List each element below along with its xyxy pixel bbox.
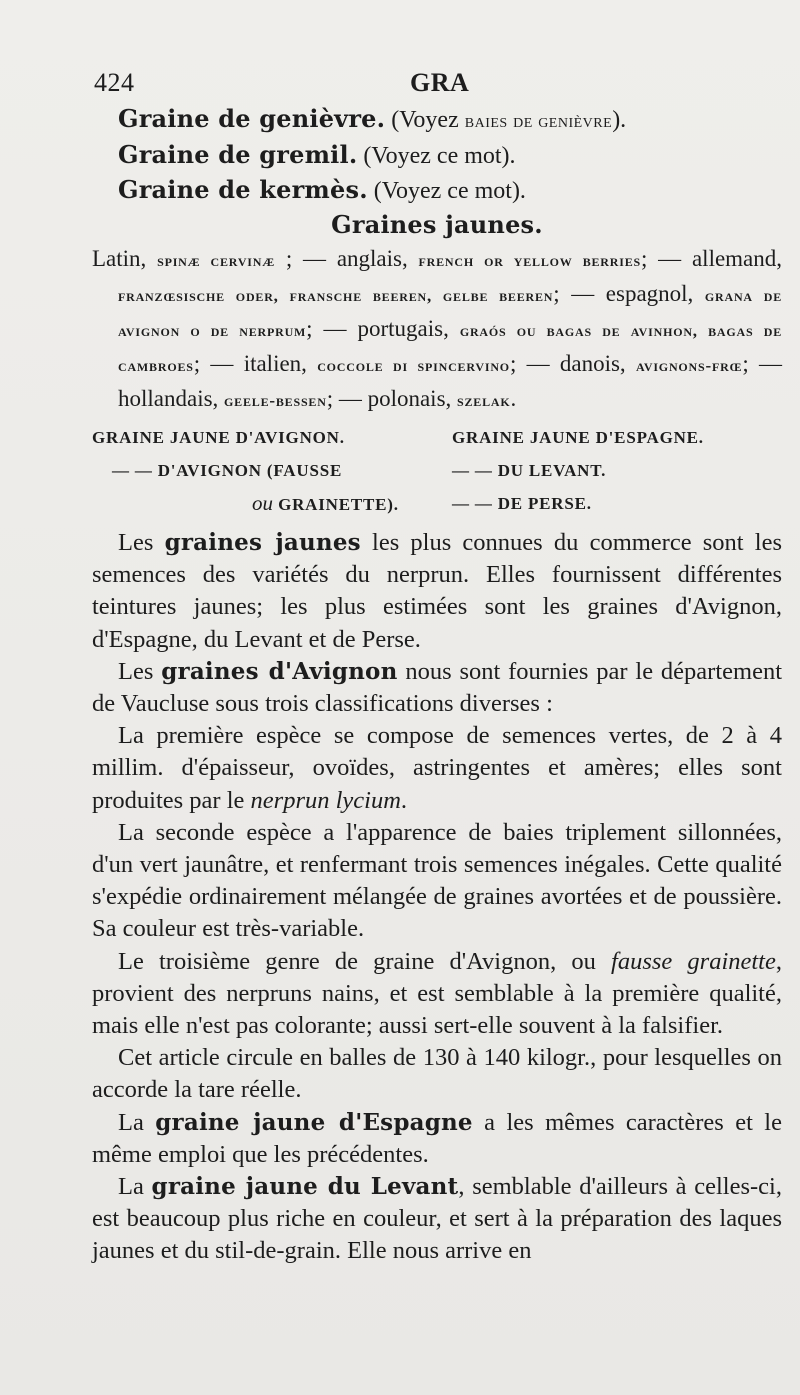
paragraph: Cet article circule en balles de 130 à 140 kilogr., pour lesquelles on accorde la tare réelle. — [92, 1044, 782, 1104]
paragraph: Le troisième genre de graine d'Avignon, ou fausse grainette, provient des nerpruns nains, et est semblable à la première qualité, mais elle n'est pas colorante; aussi sert-elle souvent à la falsifier. — [92, 947, 782, 1040]
synonyms-block: Latin, spinæ cervinæ ; — anglais, french or yellow berries; — allemand, franzœsische oder, fransche beeren, gelbe beeren; — espagnol, grana de avignon o de nerprum; — portugais, graós ou bagas de avinhon, bagas de cambroes; — italien, coccole di spincervino; — danois, avignons-frœ; — hollandais, geele-bessen; — polonais, szelak. — [92, 246, 783, 411]
entry-genievre: Graine de genièvre. (Voyez baies de genièvre). — [118, 104, 627, 133]
paragraph: Les graines d'Avignon nous sont fournies par le département de Vaucluse sous trois classifications diverses : — [92, 657, 782, 718]
page-content — [92, 58, 782, 1268]
running-head: GRA — [410, 68, 470, 97]
entry-term: Graine de kermès. — [118, 175, 368, 204]
section-title: Graines jaunes. — [331, 210, 543, 239]
entry-gremil: Graine de gremil. (Voyez ce mot). — [118, 140, 516, 169]
body-text — [92, 527, 782, 1268]
variety-item: — — D'AVIGNON (FAUSSE — [112, 461, 343, 480]
paragraph: La seconde espèce a l'apparence de baies triplement sillonnées, d'un vert jaunâtre, et renfermant trois semences inégales. Cette qualité s'expédie ordinairement mélangée de graines avortées et de poussière. Sa couleur est très-variable. — [92, 818, 782, 943]
paragraph: Les graines jaunes les plus connues du commerce sont les semences des variétés du nerprun. Elles fournissent différentes teintures jaunes; les plus estimées sont les graines d'Avignon, d'Espagne, du Levant et de Perse. — [92, 529, 783, 653]
paragraph: La graine jaune du Levant, semblable d'ailleurs à celles-ci, est beaucoup plus riche en couleur, et sert à la préparation des laques jaunes et du stil-de-grain. Elle nous arrive en — [92, 1173, 782, 1265]
variety-grainette: GRAINETTE). — [278, 495, 399, 514]
page-number: 424 — [94, 68, 135, 97]
paragraph: La graine jaune d'Espagne a les mêmes caractères et le même emploi que les précédentes. — [92, 1108, 782, 1168]
running-header — [92, 58, 782, 102]
entry-kermes: Graine de kermès. (Voyez ce mot). — [118, 175, 526, 204]
variety-item: ou GRAINETTE). — [252, 491, 399, 515]
entry-term: Graine de gremil. — [118, 140, 358, 169]
variety-item: — — DU LEVANT. — [452, 461, 607, 480]
variety-item: GRAINE JAUNE D'AVIGNON. — [92, 428, 345, 447]
variety-item: GRAINE JAUNE D'ESPAGNE. — [452, 428, 704, 447]
entry-term: Graine de genièvre. — [118, 104, 386, 133]
variety-item: — — DE PERSE. — [452, 494, 592, 513]
paragraph: La première espèce se compose de semences vertes, de 2 à 4 millim. d'épaisseur, ovoïdes, astringentes et amères; elles sont produites par le nerprun lycium. — [92, 722, 782, 814]
varieties-list — [92, 421, 782, 521]
